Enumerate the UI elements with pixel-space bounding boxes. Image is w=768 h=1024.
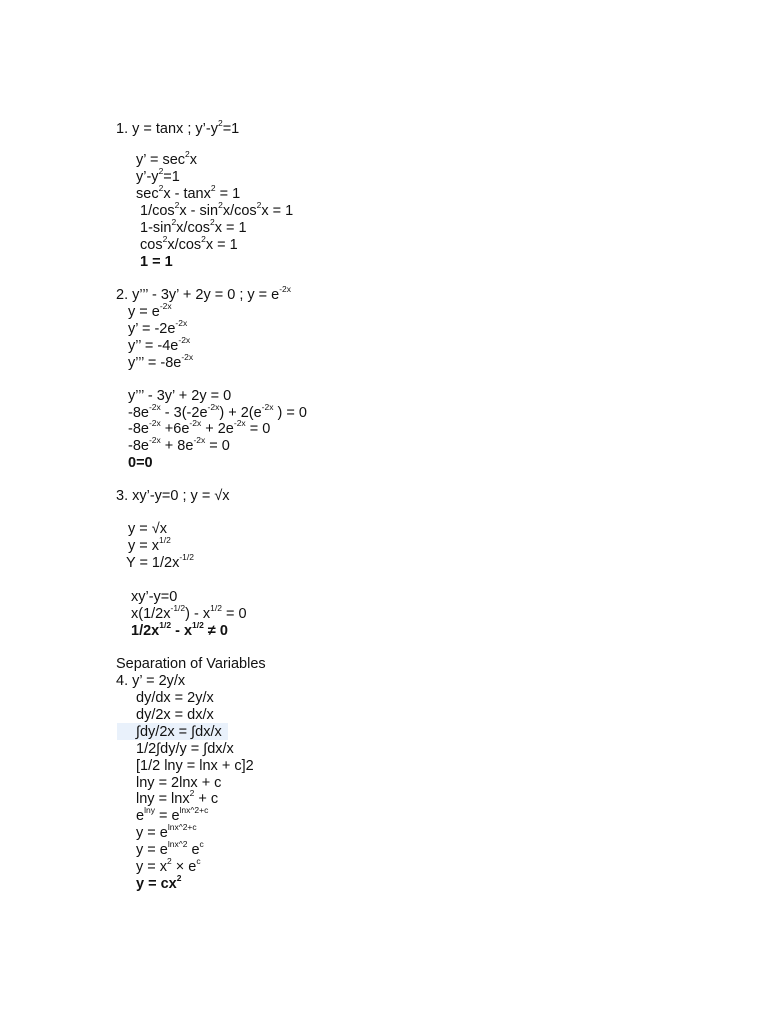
- problem-1-step: [140, 254, 173, 270]
- superscript: -2x: [189, 418, 202, 429]
- problem-4-step: [136, 741, 234, 757]
- superscript: -1/2: [170, 603, 186, 614]
- text-run: y’-y: [136, 169, 159, 185]
- text-run: ≠ 0: [203, 623, 228, 639]
- text-run: -8e: [128, 438, 149, 454]
- superscript: lnx^2+c: [179, 805, 209, 816]
- problem-1-heading: [116, 118, 240, 137]
- text-run: - x: [171, 623, 193, 639]
- text-run: ) + 2(e: [219, 405, 262, 421]
- text-run: x - sin: [179, 203, 219, 219]
- text-run: x - tanx: [163, 186, 211, 202]
- text-run: dy/dx = 2y/x: [136, 690, 214, 706]
- problem-1-step: [140, 200, 294, 219]
- text-run: y = x: [128, 538, 160, 554]
- superscript: -2x: [233, 418, 246, 429]
- section-title: Separation of Variables: [116, 656, 266, 672]
- problem-1-step: [136, 149, 198, 168]
- text-run: y = e: [136, 825, 168, 841]
- superscript: 2: [158, 183, 164, 194]
- text-run: 3. xy’-y=0 ; y = √x: [116, 488, 230, 504]
- superscript: c: [196, 856, 201, 867]
- superscript: lnx^2+c: [167, 822, 197, 833]
- problem-4-heading: [116, 673, 185, 689]
- superscript: -2x: [279, 284, 292, 295]
- superscript: 2: [171, 217, 177, 228]
- superscript: 1/2: [159, 535, 171, 546]
- text-run: x/cos: [222, 203, 257, 219]
- text-run: x/cos: [167, 237, 202, 253]
- superscript: -1/2: [179, 552, 194, 563]
- text-run: x: [189, 152, 198, 168]
- superscript: -2x: [175, 318, 188, 329]
- text-run: x = 1: [261, 203, 294, 219]
- problem-4-step: [136, 856, 201, 875]
- text-run: ∫dy/2x = ∫dx/x: [136, 724, 222, 740]
- text-run: [1/2 lny = lnx + c]2: [136, 758, 254, 774]
- text-run: =1: [163, 169, 180, 185]
- text-run: =1: [222, 121, 240, 137]
- text-run: Y = 1/2x: [126, 555, 180, 571]
- problem-1-step: [140, 217, 247, 236]
- superscript: 2: [158, 166, 164, 177]
- text-run: cos: [140, 237, 163, 253]
- superscript: 2: [210, 183, 216, 194]
- problem-4-step: [136, 707, 214, 723]
- superscript: -2x: [178, 335, 191, 346]
- superscript: 1/2: [192, 620, 204, 631]
- text-run: = 0: [245, 421, 271, 437]
- text-run: y’ = -2e: [128, 321, 176, 337]
- text-run: = 0: [221, 606, 247, 622]
- superscript: -2x: [148, 418, 161, 429]
- text-run: = 0: [205, 438, 230, 454]
- text-run: 1. y = tanx ; y’-y: [116, 121, 218, 137]
- superscript: 2: [162, 234, 168, 245]
- superscript: lny: [144, 805, 155, 816]
- superscript: 2: [167, 856, 172, 867]
- text-run: 1/2x: [131, 623, 160, 639]
- superscript: 2: [210, 217, 215, 228]
- problem-1-step: [136, 183, 241, 202]
- superscript: 2: [218, 200, 223, 211]
- text-run: 1/cos: [140, 203, 175, 219]
- text-run: y = √x: [128, 521, 167, 537]
- problem-2-check-step: [128, 435, 230, 454]
- text-run: = e: [154, 808, 180, 824]
- problem-4-step: [136, 873, 182, 892]
- text-run: y’’’ - 3y’ + 2y = 0: [128, 388, 232, 404]
- problem-4-step: [136, 822, 197, 841]
- text-run: +6e: [160, 421, 190, 437]
- superscript: 1/2: [210, 603, 222, 614]
- superscript: 2: [256, 200, 262, 211]
- problem-2-check-step: [128, 455, 153, 471]
- text-run: x = 1: [214, 220, 247, 236]
- text-run: y = e: [128, 304, 160, 320]
- problem-4-step: [136, 758, 254, 774]
- text-run: x = 1: [205, 237, 238, 253]
- text-run: lny = lnx: [136, 791, 190, 807]
- problem-2-derivative: [128, 301, 172, 320]
- superscript: -2x: [148, 435, 161, 446]
- superscript: 2: [176, 873, 182, 884]
- problem-1-step: [136, 166, 180, 185]
- text-run: sec: [136, 186, 159, 202]
- problem-2-derivative: [128, 352, 194, 371]
- problem-3-definition: [128, 535, 171, 554]
- problem-3-definition: [126, 552, 194, 571]
- text-run: -8e: [128, 405, 149, 421]
- text-run: 1/2∫dy/y = ∫dx/x: [136, 741, 234, 757]
- superscript: -2x: [261, 402, 274, 413]
- text-run: + 8e: [160, 438, 194, 454]
- superscript: c: [199, 839, 204, 850]
- text-run: x/cos: [176, 220, 211, 236]
- problem-2-heading: [116, 284, 292, 303]
- superscript: -2x: [148, 402, 161, 413]
- superscript: 2: [217, 118, 223, 129]
- text-run: + 2e: [201, 421, 234, 437]
- text-run: 2. y’’’ - 3y’ + 2y = 0 ; y = e: [116, 287, 280, 303]
- problem-3-check-step: [131, 620, 228, 639]
- superscript: 1/2: [159, 620, 172, 631]
- problem-1-step: [140, 234, 238, 253]
- text-run: 1 = 1: [140, 254, 173, 270]
- problem-3-check-step: [131, 603, 247, 622]
- text-run: + c: [194, 791, 219, 807]
- superscript: -2x: [207, 402, 220, 413]
- text-run: xy’-y=0: [131, 589, 178, 605]
- problem-3-heading: [116, 488, 230, 504]
- text-run: x(1/2x: [131, 606, 171, 622]
- text-run: ) - x: [185, 606, 211, 622]
- text-run: ) = 0: [273, 405, 307, 421]
- text-run: y’ = sec: [136, 152, 186, 168]
- superscript: -2x: [193, 435, 206, 446]
- text-run: e: [136, 808, 145, 824]
- superscript: -2x: [181, 352, 194, 363]
- problem-4-step: [136, 690, 214, 706]
- text-run: = 1: [215, 186, 241, 202]
- text-run: 1-sin: [140, 220, 172, 236]
- superscript: 2: [185, 149, 190, 160]
- text-run: - 3(-2e: [160, 405, 208, 421]
- superscript: lnx^2: [167, 839, 188, 850]
- problem-4-step: [136, 724, 222, 740]
- text-run: -8e: [128, 421, 149, 437]
- text-run: e: [187, 842, 200, 858]
- text-run: y’’ = -4e: [128, 338, 179, 354]
- superscript: 2: [201, 234, 206, 245]
- superscript: 2: [174, 200, 180, 211]
- text-run: y = cx: [136, 876, 177, 892]
- superscript: -2x: [159, 301, 172, 312]
- text-run: y’’’ = -8e: [128, 355, 182, 371]
- text-run: y = e: [136, 842, 168, 858]
- text-run: 4. y’ = 2y/x: [116, 673, 186, 689]
- text-run: × e: [171, 859, 197, 875]
- text-run: dy/2x = dx/x: [136, 707, 214, 723]
- problem-4-step: [136, 775, 221, 791]
- text-run: 0=0: [128, 455, 153, 471]
- text-run: y = x: [136, 859, 168, 875]
- superscript: 2: [189, 788, 195, 799]
- text-run: lny = 2lnx + c: [136, 775, 222, 791]
